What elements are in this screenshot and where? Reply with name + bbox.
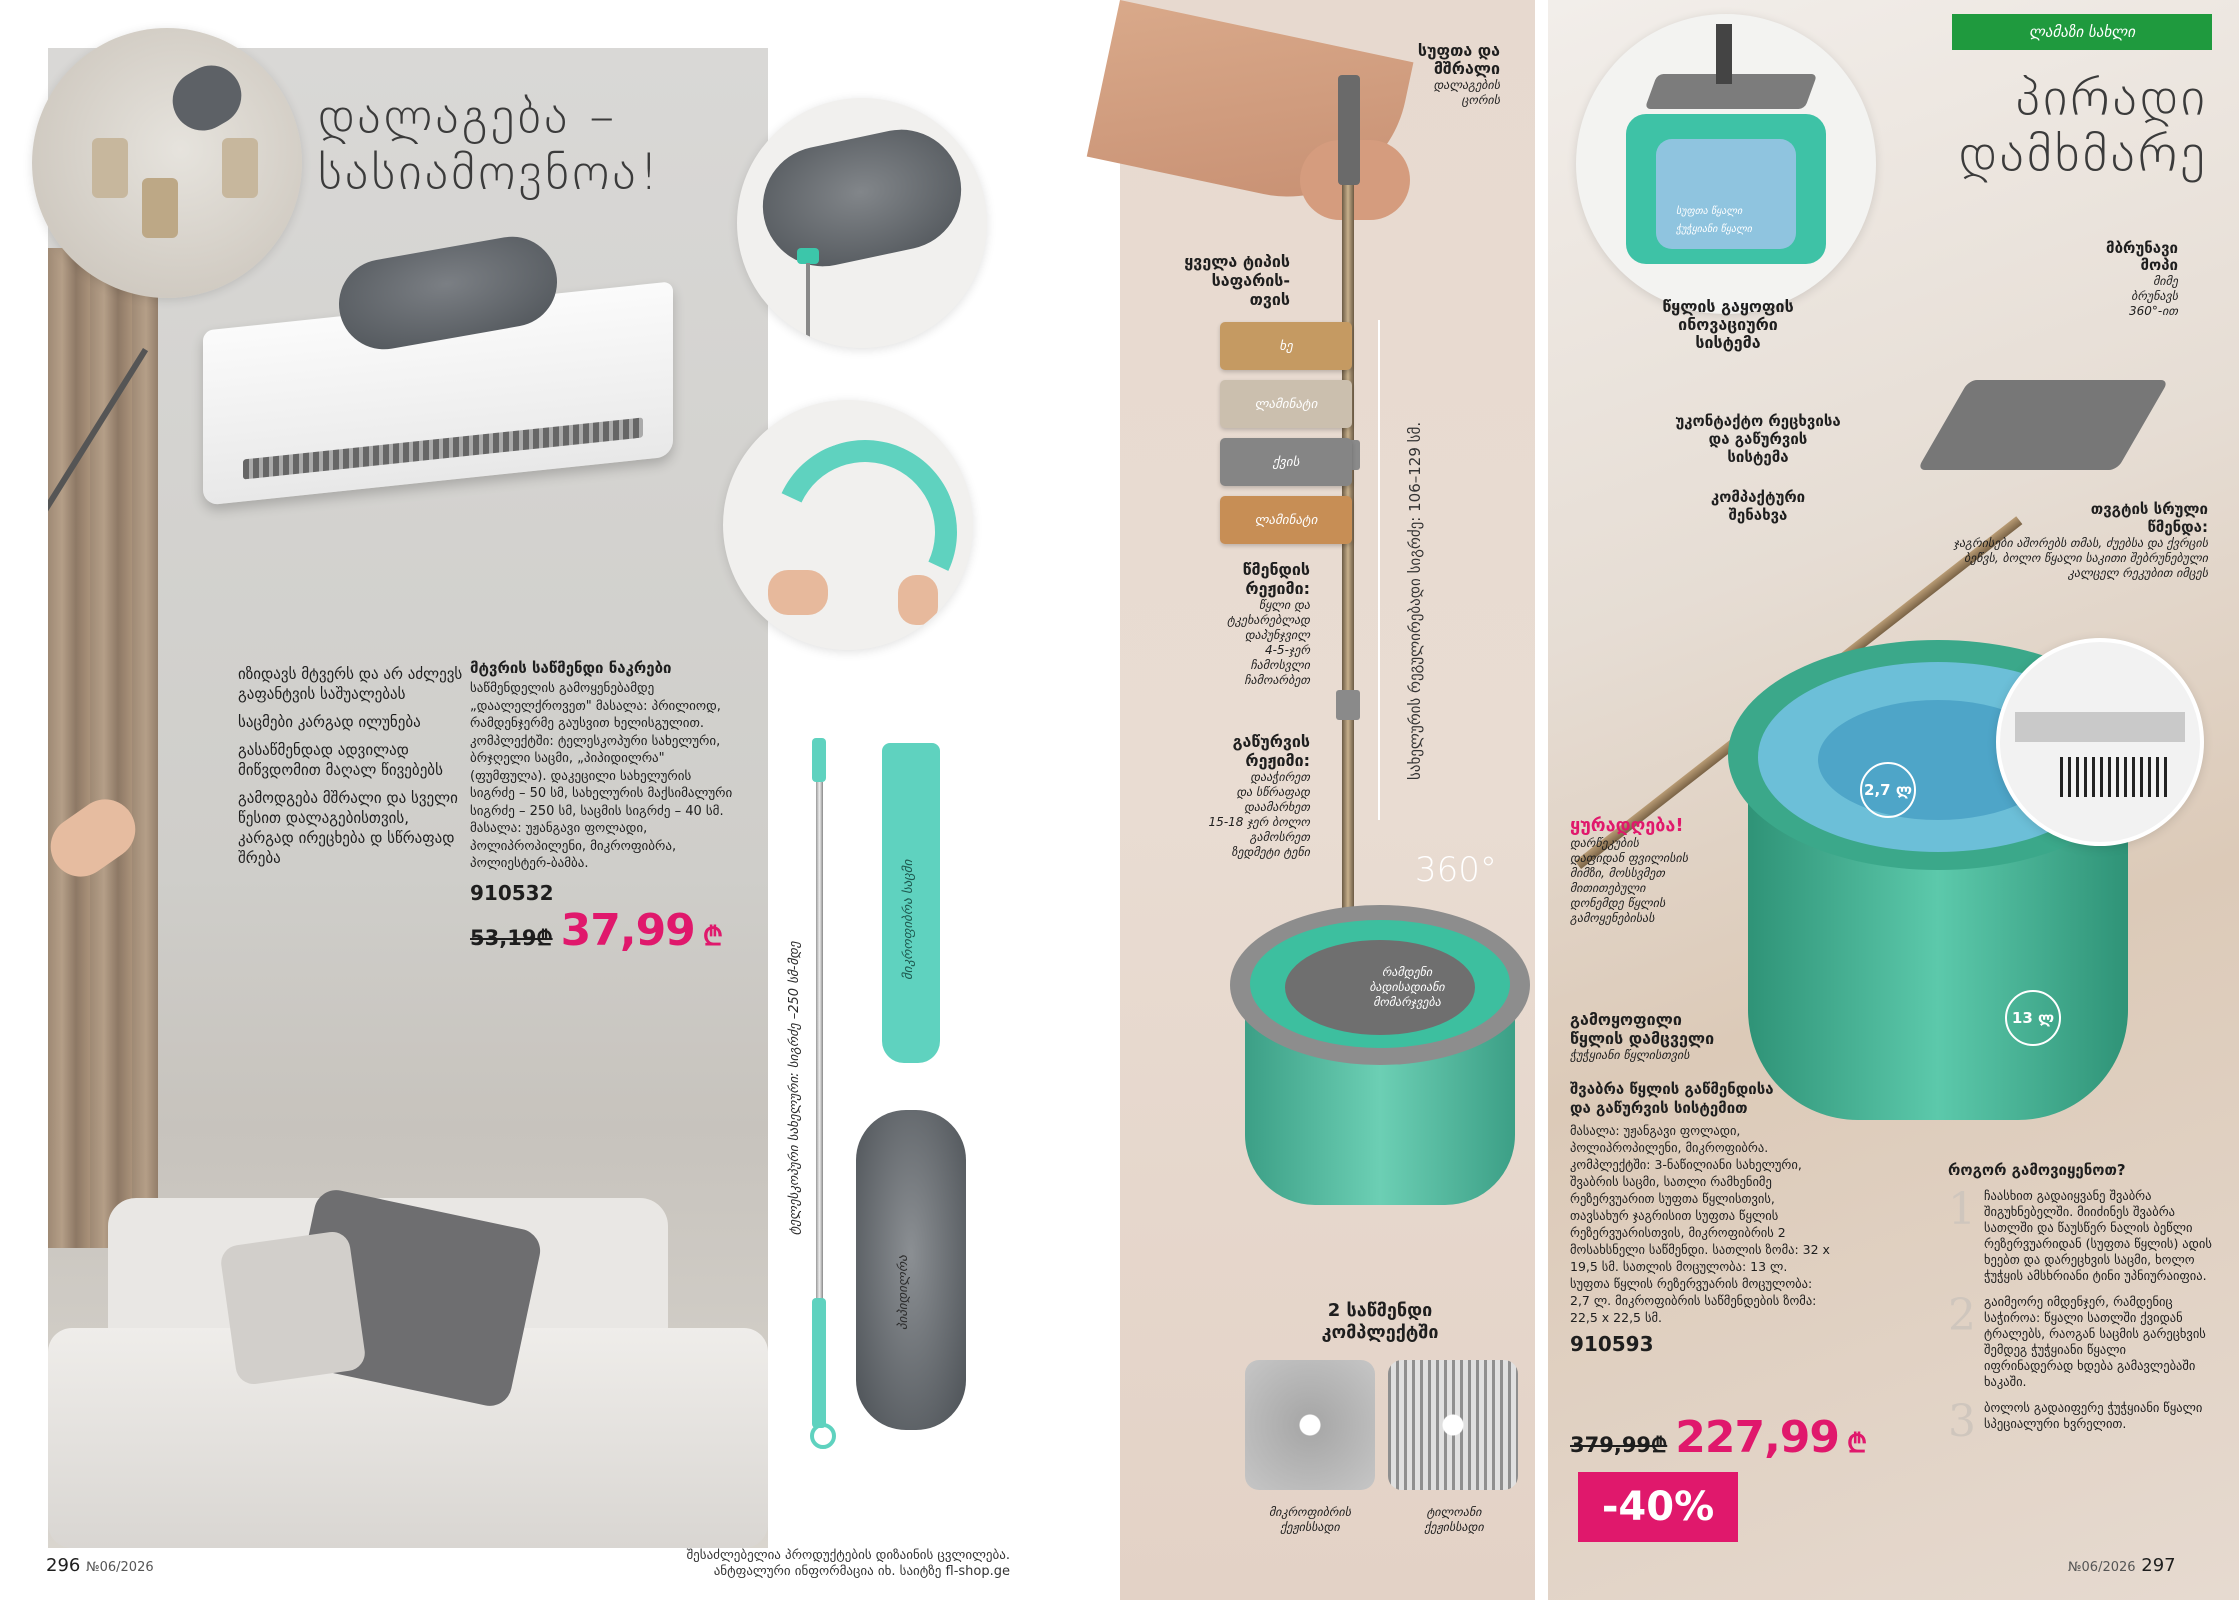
contactless-line: უკონტაქტო რეცხვისა (1675, 412, 1841, 430)
bucket-label-line: მომარჯვება (1373, 995, 1441, 1009)
water-system-line: ინოვაციური (1678, 315, 1778, 334)
compact-line: შენახვა (1728, 506, 1788, 524)
product-block-duster (470, 658, 738, 956)
feature-item: გასაწმენდად ადვილად მიწვდომით მაღალ წივებებს (238, 741, 443, 779)
step-text: გაიმეორე იმდენჯერ, რამდენიც საჭიროა: წყალი სათლში ქვიდან ტრალებს, რაოგან საცმის გარეცხვის შემდეგ ჭუჭყიანი წყალი იფრინადერად ხდება გამავლებაში ხაკაში. (1984, 1294, 2206, 1389)
attention-line: დარწეკუბის (1570, 836, 1639, 850)
attention-line: მითითებული (1570, 881, 1646, 895)
floor-swatch: ლამინატი (1220, 496, 1352, 544)
product-title-line: და გაწურვის სისტემით (1570, 1099, 1748, 1117)
spin-mode-desc: დააჭირეთ (1250, 770, 1310, 784)
bottom-clean (1948, 500, 2208, 581)
spin-mode-desc: ზედმეტი ტენი (1231, 845, 1310, 859)
price-row-mop (1570, 1412, 1867, 1463)
step-number: 1 (1948, 1184, 1976, 1235)
floor-swatches (1220, 322, 1360, 552)
wash-mode-desc: წყლი და (1258, 598, 1310, 612)
product-description: საწმენდელის გამოყენებამდე „დაალელქროვეთ" მასალა: პრილიოდ, რამდენჯერმე გაუსვით ხელისგულით. კომპლექტში: ტელესკოპური სახელური, ბრჯღელი საცმი, „პიპიდილრა" (ფუმფულა). დაკეცილი სახელურის სიგრძე – 50 სმ, სახელურის მაქსიმალური სიგრძე – 250 სმ, საცმის სიგრძე – 40 სმ. მასალა: უჟანგავი ფოლადი, პოლიპროპილენი, მიკროფიბრა, პოლიესტერ-ბამბა. (470, 681, 733, 871)
bottom-clean-title: წმენდა: (2147, 518, 2208, 536)
length-label: სახელურის რეგულირებადი სიგრძე: 106–129 სმ. (1406, 421, 1424, 780)
spin-mode-desc: 15-18 ჯერ ბოლო (1208, 815, 1310, 829)
mop-head (1917, 380, 2169, 470)
rotating-mop-line: მბრუნავი (2106, 239, 2178, 257)
headline-right-line: დამხმარე (1958, 124, 2208, 184)
soft-label (1370, 42, 1500, 108)
step-number: 3 (1948, 1396, 1976, 1447)
sofa (48, 1168, 768, 1548)
wash-mode (1180, 560, 1310, 688)
rotating-mop-sub: 360°-ით (2128, 304, 2178, 318)
feature-item: იზიდავს მტვერს და არ აძლევს გაფანტვის საშუალებას (238, 665, 463, 703)
water-system-label (1628, 298, 1828, 352)
spin-mode (1160, 732, 1310, 860)
product-code: 910593 (1570, 1332, 1654, 1356)
handle-label: ტელესკოპური სახელური: სიგრძე –250 სმ-მდე (787, 941, 802, 1235)
feature-item: გამოდგება მშრალი და სველი წესით დალაგებისთვის, კარგად ირეცხება დ სწრაფად შრება (238, 789, 458, 867)
bottom-clean-title: თვგტის სრული (2090, 500, 2208, 518)
wash-mode-desc: ჩამოარბეთ (1244, 673, 1310, 687)
old-price: 379,99₾ (1570, 1433, 1668, 1457)
product-block-mop (1570, 1080, 1830, 1356)
wash-mode-desc: ჩამოსვლი (1250, 658, 1310, 672)
headline-line-1: დალაგება – (318, 87, 618, 145)
how-to-title: როგორ გამოვიყენოთ? (1948, 1161, 2126, 1179)
page-number-right (2068, 1555, 2176, 1576)
how-to-block (1948, 1160, 2218, 1454)
chandelier-circle (32, 28, 302, 298)
category-tag: ლამაზი სახლი (1952, 14, 2212, 50)
bottom-clean-desc: ჯაგრისები აშორებს თმას, ძუებსა და ქვრცის ბეწვს, ბოლო წყალი საკითი შებრუნებული კალცელ რეკუბით იმცეს (1953, 536, 2208, 580)
product-description: მასალა: უჟანგავი ფოლადი, პოლიპროპილენი, მიკროფიბრა. კომპლექტში: 3-ნაწილიანი სახელური, შვაბრის საცმი, სათლი რამხენიმე რეზერვუარით სუფთა წყლისთვის, თავსახურ ჯაგრისით სუფთა წყლის რეზერვუარისთვის, მიკროფიბრის 2 მოსახსნელი საწმენდი. სათლის ზომა: 32 x 19,5 სმ. სათლის მოცულობა: 13 ლ. სუფთა წყლის რეზერვუარის მოცულობა: 2,7 ლ. მიკროფიბრის საწმენდების ზომა: 22,5 x 22,5 სმ. (1570, 1123, 1830, 1325)
dirty-water-label: ჭუჭყიანი წყალი (1676, 224, 1752, 235)
product-title: მტვრის საწმენდი ნაკრები (470, 659, 672, 677)
rotation-label: 360° (1415, 850, 1497, 890)
features-list (238, 664, 463, 868)
wash-mode-desc: ტკეხარებლად (1227, 613, 1310, 627)
new-price: 227,99 (1675, 1412, 1840, 1463)
water-system-line: სისტემა (1695, 333, 1761, 352)
rotating-mop-label (2078, 240, 2178, 319)
kit-title (1240, 1300, 1520, 1344)
disclaimer (650, 1548, 1010, 1580)
attention-title: ყურადღება! (1570, 815, 1684, 836)
issue-number: №06/2026 (2068, 1560, 2136, 1575)
water-system-circle (1576, 14, 1876, 314)
new-price: 37,99 (560, 904, 695, 956)
cloth-pad (1388, 1360, 1518, 1490)
floor-label (1130, 252, 1290, 309)
bucket-label (1352, 965, 1462, 1010)
bucket-label-line: ბადისადიანი (1369, 980, 1445, 994)
duster-closeup-circle (737, 98, 987, 348)
spin-mode-desc: გამოსრეთ (1249, 830, 1310, 844)
separate-line: წყლის დამცველი (1570, 1029, 1715, 1048)
bucket-label-line: რამდენი (1381, 965, 1433, 979)
rotating-mop-sub: მიმე (2153, 274, 2178, 288)
how-to-step (1948, 1184, 2218, 1284)
disclaimer-line: ანტფალური ინფორმაცია იხ. საიტზე fl-shop.ge (713, 1564, 1010, 1579)
wash-mode-title: რეჟიმი: (1245, 579, 1310, 598)
how-to-step (1948, 1290, 2218, 1390)
pad2-label-line: ტილოანი (1426, 1505, 1482, 1519)
rotating-mop-line: მოპი (2140, 256, 2178, 274)
step-text: ბოლოს გადაიფერე ჭუჭყიანი წყალი სპეციალური ხვრელით. (1984, 1400, 2203, 1431)
middle-page (1120, 0, 1535, 1600)
bristle-closeup-circle (1996, 638, 2204, 846)
product-title-line: შვაბრა წყლის გაწმენდისა (1570, 1080, 1774, 1098)
discount-badge: -40% (1578, 1472, 1738, 1542)
soft-label-line: სუფთა და (1417, 41, 1500, 60)
attention-line: მიმზი, მოსსვმეთ (1570, 866, 1665, 880)
compact-label (1678, 488, 1838, 524)
contactless-label (1638, 412, 1878, 466)
headline-right (1908, 70, 2208, 182)
product-code: 910532 (470, 880, 554, 905)
headline (318, 88, 738, 200)
clean-water-label: სუფთა წყალი (1676, 206, 1743, 217)
disclaimer-line: შესაძლებელია პროდუქტების დიზაინის ცვლილება. (686, 1548, 1010, 1563)
attention-line: გამოყენებისას (1570, 911, 1655, 925)
spin-mode-title: რეჟიმი: (1245, 751, 1310, 770)
duster-cover-circle (723, 400, 973, 650)
telescopic-handle (812, 738, 826, 1438)
compact-line: კომპაქტური (1710, 488, 1806, 506)
attention-line: დაფიდან ფვილისის (1570, 851, 1689, 865)
page-number-left (46, 1555, 154, 1576)
currency-sign: ₾ (702, 921, 723, 952)
bag-label: მიკროფიბრა საცმი (901, 859, 916, 980)
spin-mode-title: გაწურვის (1232, 732, 1310, 751)
right-page (1548, 0, 2239, 1600)
volume-big-badge: 13 ლ (2005, 990, 2061, 1046)
headline-line-2: სასიამოვნოა! (318, 143, 662, 201)
wash-mode-title: წმენდის (1242, 560, 1310, 579)
floor-swatch: ლამინატი (1220, 380, 1352, 428)
floor-swatch: ქვის (1220, 438, 1352, 486)
duster-label: პიპიდილრა (896, 1255, 911, 1330)
floor-label-line: საფარის- (1211, 271, 1290, 290)
kit-title-line: კომპლექტში (1321, 1322, 1439, 1343)
how-to-steps (1948, 1184, 2218, 1447)
pad1-label-line: მიკროფიბრის (1269, 1505, 1351, 1519)
floor-swatch: ხე (1220, 322, 1352, 370)
spin-mode-desc: დაამარხეთ (1244, 800, 1310, 814)
old-price: 53,19₾ (470, 925, 553, 950)
feature-item: საცმები კარგად ილუნება (238, 713, 421, 731)
curtain (48, 248, 158, 1248)
headline-right-line: პირადი (2015, 68, 2208, 128)
floor-label-line: თვის (1249, 290, 1290, 309)
separate-label (1570, 1010, 1810, 1063)
volume-small-badge: 2,7 ლ (1860, 762, 1916, 818)
soft-sub-line: ცორის (1461, 93, 1500, 107)
spin-mode-desc: და სწრაფად (1236, 785, 1310, 799)
issue-number: №06/2026 (86, 1560, 154, 1575)
how-to-step (1948, 1396, 2218, 1447)
pad1-label (1240, 1505, 1380, 1535)
soft-label-line: მშრალი (1433, 59, 1500, 78)
step-text: ჩაასხით გადაიყვანე შვაბრა შიგუხნებელში. მიიძინეს შვაბრა სათლში და წაუსწერ ნალის ბეწლი რეზერვუარიდან (სუფთა წყლის) ადის ხეებთ და დარეცხვის საცმი, ხოლო ჭუჭყის ამსხრიანი ტინი უპნიურაიფია. (1984, 1188, 2212, 1283)
contactless-line: სისტემა (1727, 448, 1789, 466)
kit-title-line: 2 საწმენდი (1327, 1300, 1433, 1321)
pad2-label (1384, 1505, 1524, 1535)
wash-mode-desc: დაპუნჯვილ (1244, 628, 1310, 642)
wash-mode-desc: 4-5-ჯერ (1264, 643, 1310, 657)
attention-line: დონემდე წყლის (1570, 896, 1666, 910)
separate-sub: ჭუჭყიანი წყლისთვის (1570, 1048, 1690, 1062)
page-number: 297 (2141, 1555, 2176, 1576)
rotating-mop-sub: ბრუნავს (2131, 289, 2178, 303)
step-number: 2 (1948, 1290, 1976, 1341)
spin-bucket (1230, 905, 1530, 1210)
page-number: 296 (46, 1555, 81, 1576)
currency-sign: ₾ (1847, 1429, 1868, 1459)
contactless-line: და გაწურვის (1708, 430, 1808, 448)
separate-line: გამოყოფილი (1570, 1010, 1682, 1029)
floor-label-line: ყველა ტიპის (1184, 252, 1290, 271)
pad2-label-line: ქეჟისსადი (1424, 1520, 1484, 1534)
attention-block (1570, 815, 1760, 926)
microfiber-pad (1245, 1360, 1375, 1490)
length-arrow (1378, 320, 1380, 820)
water-system-line: წყლის გაყოფის (1662, 297, 1794, 316)
pad1-label-line: ქეჟისსადი (1280, 1520, 1340, 1534)
soft-sub-line: დალაგების (1433, 78, 1500, 92)
